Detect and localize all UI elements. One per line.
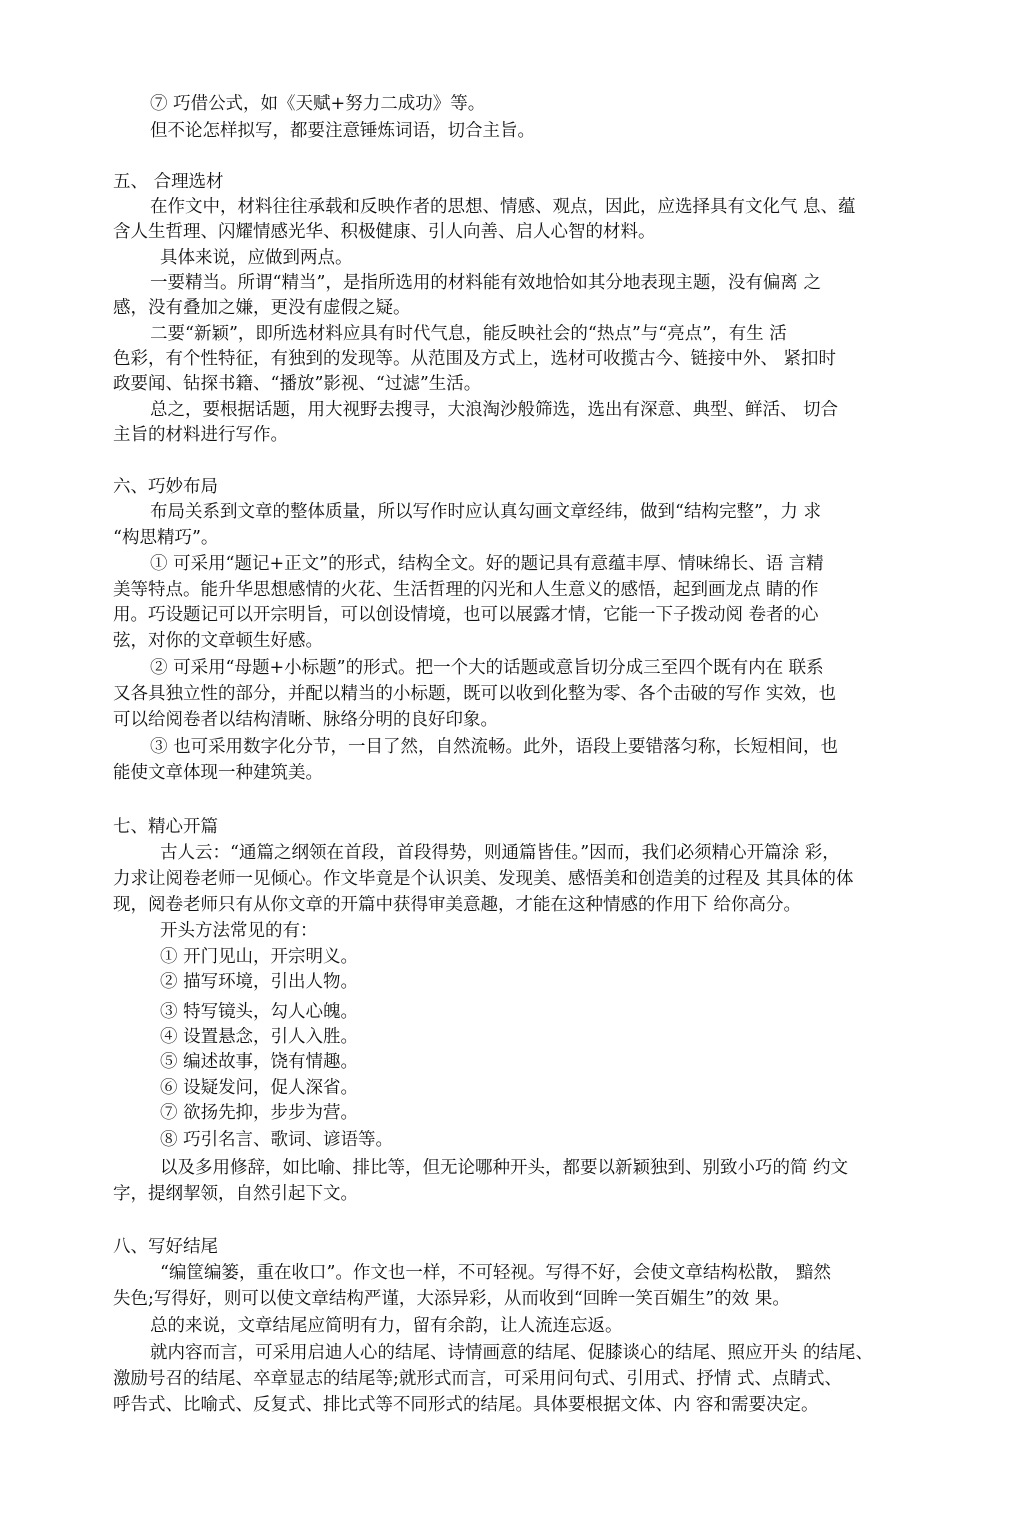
paragraph: 但不论怎样拟写，都要注意锤炼词语，切合主旨。 [150,121,535,141]
paragraph-line: 呼告式、比喻式、反复式、排比式等不同形式的结尾。具体要根据文体、内 容和需要决定。 [113,1395,819,1415]
list-item: ④ 设置悬念，引人入胜。 [160,1027,359,1047]
paragraph-line: 力求让阅卷老师一见倾心。作文毕竟是个认识美、发现美、感悟美和创造美的过程及 其具体的体 [113,869,854,889]
list-item: ⑦ 欲扬先抑，步步为营。 [160,1103,359,1123]
list-item: ② 描写环境，引出人物。 [160,972,359,992]
paragraph: 具体来说，应做到两点。 [160,248,353,268]
paragraph-line: 可以给阅卷者以结构清晰、脉络分明的良好印象。 [113,710,498,730]
paragraph-line: 能使文章体现一种建筑美。 [113,763,323,783]
paragraph-line: 古人云：“通篇之纲领在首段，首段得势，则通篇皆佳。”因而，我们必须精心开篇涂 彩， [160,843,840,863]
paragraph-line: 又各具独立性的部分，并配以精当的小标题，既可以收到化整为零、各个击破的写作 实效，也 [113,684,837,704]
paragraph-line: 失色;写得好，则可以使文章结构严谨，大添异彩，从而收到“回眸一笑百媚生”的效 果。 [113,1289,790,1309]
paragraph-line: ① 可采用“题记+正文”的形式，结构全文。好的题记具有意蕴丰厚、情味绵长、语 言精 [150,554,824,574]
list-item: ⑤ 编述故事，饶有情趣。 [160,1052,359,1072]
paragraph-line: 布局关系到文章的整体质量，所以写作时应认真勾画文章经纬，做到“结构完整”，力 求 [150,502,821,522]
paragraph-line: 主旨的材料进行写作。 [113,425,288,445]
paragraph-line: ③ 也可采用数字化分节，一目了然，自然流畅。此外，语段上要错落匀称，长短相间，也 [150,737,839,757]
paragraph-line: 含人生哲理、闪耀情感光华、积极健康、引人向善、启人心智的材料。 [113,222,656,242]
paragraph-line: 就内容而言，可采用启迪人心的结尾、诗情画意的结尾、促膝谈心的结尾、照应开头 的结尾、 [150,1343,874,1363]
paragraph-line: 一要精当。所谓“精当”，是指所选用的材料能有效地恰如其分地表现主题，没有偏离 之 [150,273,821,293]
paragraph-line: 色彩，有个性特征，有独到的发现等。从范围及方式上，选材可收揽古今、链接中外、 紧扣时 [113,349,837,369]
paragraph: 开头方法常见的有： [160,921,318,941]
paragraph-line: 政要闻、钻探书籍、“播放”影视、“过滤”生活。 [113,374,482,394]
paragraph: 总的来说，文章结尾应简明有力，留有余韵，让人流连忘返。 [150,1316,623,1336]
list-item: ⑧ 巧引名言、歌词、谚语等。 [160,1130,394,1150]
paragraph-line: 二要“新颖”，即所选材料应具有时代气息，能反映社会的“热点”与“亮点”，有生 活 [150,324,787,344]
paragraph-line: “编筐编篓，重在收口”。作文也一样，不可轻视。写得不好，会使文章结构松散， 黯然 [160,1263,831,1283]
section-heading-5: 五、 合理选材 [113,172,224,192]
paragraph-line: ② 可采用“母题+小标题”的形式。把一个大的话题或意旨切分成三至四个既有内在 联系 [150,658,824,678]
paragraph-line: 激励号召的结尾、卒章显志的结尾等;就形式而言，可采用问句式、引用式、抒情 式、点睛式、 [113,1369,842,1389]
paragraph-line: 弦，对你的文章顿生好感。 [113,631,323,651]
section-heading-6: 六、巧妙布局 [113,477,218,497]
paragraph-line: 总之，要根据话题，用大视野去搜寻，大浪淘沙般筛选，选出有深意、典型、鲜活、 切合 [150,400,839,420]
list-item: ① 开门见山，开宗明义。 [160,947,359,967]
paragraph-line: 现，阅卷老师只有从你文章的开篇中获得审美意趣，才能在这种情感的作用下 给你高分。 [113,895,802,915]
paragraph-line: 用。巧设题记可以开宗明旨，可以创设情境，也可以展露才情，它能一下子拨动阅 卷者的心 [113,605,819,625]
list-item: ⑥ 设疑发问，促人深省。 [160,1078,359,1098]
list-item-formula: ⑦ 巧借公式，如《天赋+努力二成功》等。 [150,94,486,114]
paragraph-line: 美等特点。能升华思想感情的火花、生活哲理的闪光和人生意义的感悟，起到画龙点 睛的作 [113,580,819,600]
paragraph-line: 以及多用修辞，如比喻、排比等，但无论哪种开头，都要以新颖独到、别致小巧的简 约文 [160,1158,849,1178]
paragraph-line: 字，提纲挈领，自然引起下文。 [113,1184,358,1204]
list-item: ③ 特写镜头，勾人心魄。 [160,1002,359,1022]
paragraph-line: “构思精巧”。 [113,528,219,548]
section-heading-8: 八、写好结尾 [113,1237,218,1257]
paragraph-line: 感，没有叠加之嫌，更没有虚假之疑。 [113,298,411,318]
section-heading-7: 七、精心开篇 [113,817,218,837]
paragraph-line: 在作文中，材料往往承载和反映作者的思想、情感、观点，因此，应选择具有文化气 息、蕴 [150,197,856,217]
